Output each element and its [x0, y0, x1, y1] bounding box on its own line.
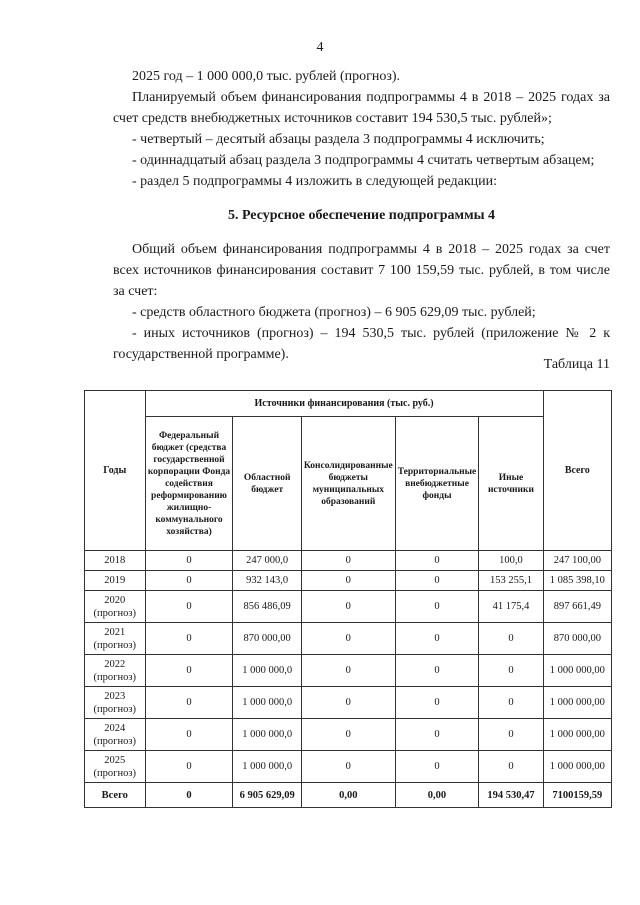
cell-federal: 0	[145, 719, 233, 751]
cell-regional: 247 000,0	[233, 551, 301, 571]
cell-year: 2018	[85, 551, 146, 571]
section-text	[113, 239, 610, 365]
cell-territorial: 0	[395, 687, 479, 719]
intro-text	[113, 66, 610, 192]
cell-total: 897 661,49	[543, 591, 611, 623]
cell-municipal: 0	[301, 751, 395, 783]
cell-other: 41 175,4	[479, 591, 543, 623]
table-row	[85, 751, 612, 783]
table-row	[85, 719, 612, 751]
header-territorial: Территориальные внебюджетные фонды	[395, 417, 479, 551]
paragraph: 2025 год – 1 000 000,0 тыс. рублей (прогноз).	[132, 69, 401, 84]
year-value: 2022	[104, 658, 126, 670]
cell-total: 870 000,00	[543, 623, 611, 655]
cell-other: 100,0	[479, 551, 543, 571]
cell-territorial: 0	[395, 623, 479, 655]
header-regional: Областной бюджет	[233, 417, 301, 551]
table-row	[85, 551, 612, 571]
cell-municipal: 0	[301, 623, 395, 655]
cell-federal: 0	[145, 623, 233, 655]
cell-regional: 1 000 000,0	[233, 655, 301, 687]
table-row	[85, 571, 612, 591]
forecast-label: (прогноз)	[93, 671, 136, 683]
cell-regional: 1 000 000,0	[233, 719, 301, 751]
cell-regional: 856 486,09	[233, 591, 301, 623]
cell-year	[85, 719, 146, 751]
header-total: Всего	[543, 391, 611, 551]
cell-total: 1 000 000,00	[543, 655, 611, 687]
paragraph: - одиннадцатый абзац раздела 3 подпрограммы 4 считать четвертым абзацем;	[132, 153, 595, 168]
cell-federal: 0	[145, 571, 233, 591]
header-other: Иные источники	[479, 417, 543, 551]
cell-federal: 0	[145, 551, 233, 571]
cell-year	[85, 591, 146, 623]
table-total-row	[85, 783, 612, 808]
cell-federal: 0	[145, 655, 233, 687]
cell-municipal: 0	[301, 551, 395, 571]
year-value: 2023	[104, 690, 126, 702]
cell-municipal: 0	[301, 719, 395, 751]
cell-year: Всего	[85, 783, 146, 808]
cell-other: 0	[479, 719, 543, 751]
cell-territorial: 0	[395, 655, 479, 687]
cell-other: 153 255,1	[479, 571, 543, 591]
cell-federal: 0	[145, 783, 233, 808]
cell-other: 0	[479, 623, 543, 655]
forecast-label: (прогноз)	[93, 703, 136, 715]
cell-territorial: 0	[395, 591, 479, 623]
paragraph: - раздел 5 подпрограммы 4 изложить в следующей редакции:	[132, 174, 498, 189]
cell-regional: 932 143,0	[233, 571, 301, 591]
cell-other: 0	[479, 655, 543, 687]
cell-other: 194 530,47	[479, 783, 543, 808]
cell-federal: 0	[145, 687, 233, 719]
cell-total: 1 085 398,10	[543, 571, 611, 591]
paragraph: Планируемый объем финансирования подпрограммы 4 в 2018 – 2025 годах за счет средств внебюджетных источников составит 194 530,5 тыс. рублей»;	[113, 90, 610, 126]
year-value: 2024	[104, 722, 126, 734]
cell-year	[85, 751, 146, 783]
cell-other: 0	[479, 751, 543, 783]
cell-year	[85, 687, 146, 719]
cell-total: 7100159,59	[543, 783, 611, 808]
section-title: 5. Ресурсное обеспечение подпрограммы 4	[227, 208, 496, 223]
cell-territorial: 0	[395, 719, 479, 751]
table-row	[85, 591, 612, 623]
forecast-label: (прогноз)	[93, 607, 136, 619]
paragraph: - иных источников (прогноз) – 194 530,5 тыс. рублей (приложение № 2 к государственной программе).	[113, 326, 610, 362]
cell-regional: 1 000 000,0	[233, 751, 301, 783]
paragraph: - четвертый – десятый абзацы раздела 3 подпрограммы 4 исключить;	[132, 132, 545, 147]
funding-table	[84, 390, 612, 808]
forecast-label: (прогноз)	[93, 639, 136, 651]
cell-federal: 0	[145, 751, 233, 783]
cell-regional: 870 000,00	[233, 623, 301, 655]
table-row	[85, 687, 612, 719]
cell-territorial: 0	[395, 751, 479, 783]
cell-regional: 6 905 629,09	[233, 783, 301, 808]
year-value: 2025	[104, 754, 126, 766]
cell-territorial: 0	[395, 571, 479, 591]
cell-year	[85, 655, 146, 687]
table-row	[85, 655, 612, 687]
year-value: 2021	[104, 626, 126, 638]
paragraph: - средств областного бюджета (прогноз) – 6 905 629,09 тыс. рублей;	[132, 305, 536, 320]
forecast-label: (прогноз)	[93, 767, 136, 779]
cell-municipal: 0	[301, 655, 395, 687]
cell-regional: 1 000 000,0	[233, 687, 301, 719]
forecast-label: (прогноз)	[93, 735, 136, 747]
cell-year: 2019	[85, 571, 146, 591]
cell-territorial: 0,00	[395, 783, 479, 808]
cell-municipal: 0,00	[301, 783, 395, 808]
cell-municipal: 0	[301, 571, 395, 591]
table-caption: Таблица 11	[543, 357, 610, 372]
cell-year	[85, 623, 146, 655]
cell-total: 247 100,00	[543, 551, 611, 571]
header-sources-group: Источники финансирования (тыс. руб.)	[145, 391, 543, 417]
page-number: 4	[316, 40, 324, 55]
header-federal: Федеральный бюджет (средства государственной корпорации Фонда содействия реформированию жилищно-коммунального хозяйства)	[145, 417, 233, 551]
cell-territorial: 0	[395, 551, 479, 571]
header-municipal: Консолидированные бюджеты муниципальных образований	[301, 417, 395, 551]
cell-total: 1 000 000,00	[543, 719, 611, 751]
table-row	[85, 623, 612, 655]
cell-total: 1 000 000,00	[543, 687, 611, 719]
cell-municipal: 0	[301, 591, 395, 623]
cell-municipal: 0	[301, 687, 395, 719]
year-value: 2020	[104, 594, 126, 606]
cell-other: 0	[479, 687, 543, 719]
header-years: Годы	[85, 391, 146, 551]
cell-total: 1 000 000,00	[543, 751, 611, 783]
paragraph: Общий объем финансирования подпрограммы 4 в 2018 – 2025 годах за счет всех источников финансирования составит 7 100 159,59 тыс. рублей, в том числе за счет:	[113, 242, 610, 299]
cell-federal: 0	[145, 591, 233, 623]
